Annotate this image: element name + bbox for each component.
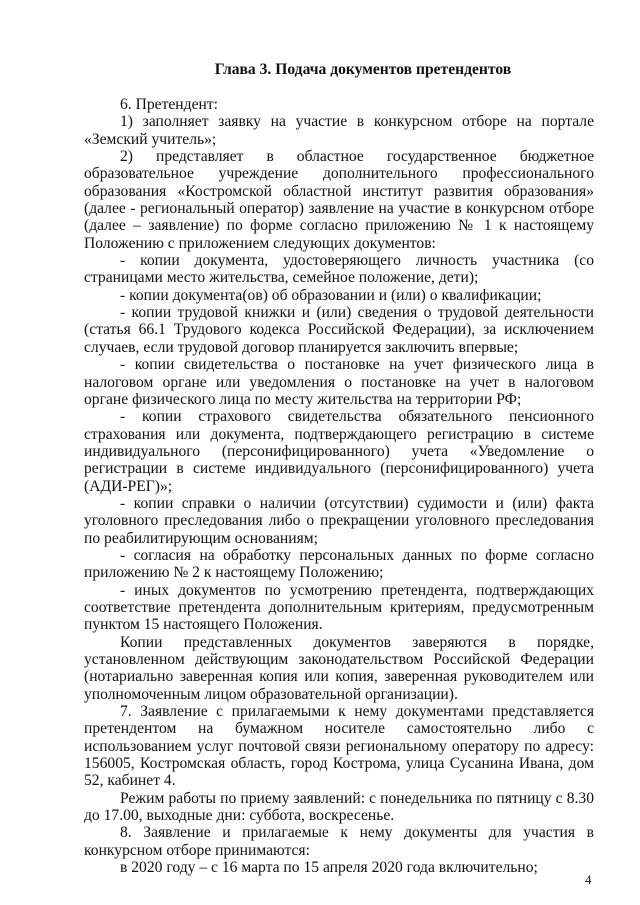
doc-list-item: - копии справки о наличии (отсутствии) судимости и (или) факта уголовного преследования либо о прекращении уголовного преследования по реабилитирующим основаниям; [84,494,594,547]
doc-list-item: - копии страхового свидетельства обязательного пенсионного страхования или документа, подтверждающего регистрацию в системе индивидуального (персонифицированного) учета «Уведомление о регистрации в системе индивидуального (персонифицированного) учета (АДИ-РЕГ)»; [84,408,594,495]
doc-list-item: - копии трудовой книжки и (или) сведения о трудовой деятельности (статья 66.1 Трудового кодекса Российской Федерации), за исключением случаев, если трудовой договор планируется заключить впервые; [84,304,594,356]
paragraph-copies: Копии представленных документов заверяются в порядке, установленном действующим законодательством Российской Федерации (нотариально заверенная копия или копия, заверенная руководителем или уполномоченным лицом образовательной организации). [84,633,594,703]
paragraph-schedule: Режим работы по приему заявлений: с понедельника по пятницу с 8.30 до 17.00, выходные дни: суббота, воскресенье. [84,789,594,825]
document-body [84,96,594,876]
paragraph-6-intro: 6. Претендент: [120,96,219,113]
paragraph-item-1: 1) заполняет заявку на участие в конкурсном отборе на портале «Земский учитель»; [84,113,594,148]
page-number: 4 [585,872,592,887]
paragraph-8: 8. Заявление и прилагаемые к нему документы для участия в конкурсном отборе принимаются: [84,824,594,859]
doc-list-item: - копии документа(ов) об образовании и (или) о квалификации; [120,286,542,304]
paragraph-item-2: 2) представляет в областное государственное бюджетное образовательное учреждение дополнительного профессионального образования «Костромской областной институт развития образования» (далее - региональный оператор) заявление на участие в конкурсном отборе (далее – заявление) по форме согласно приложению № 1 к настоящему Положению с приложением следующих документов: [84,148,594,252]
paragraph-7: 7. Заявление с прилагаемыми к нему документами представляется претендентом на бумажном носителе самостоятельно либо с использованием услуг почтовой связи региональному оператору по адресу: 156005, Костромская область, город Кострома, улица Сусанина Ивана, дом 52, кабинет 4. [84,703,594,790]
paragraph-dates-2020: в 2020 году – с 16 марта по 15 апреля 2020 года включительно; [120,859,538,877]
chapter-heading: Глава 3. Подача документов претендентов [214,61,512,78]
doc-list-item: - копии документа, удостоверяющего личность участника (со страницами место жительства, семейное положение, дети); [84,252,594,287]
doc-list-item: - согласия на обработку персональных данных по форме согласно приложению № 2 к настоящему Положению; [84,546,594,582]
doc-list-item: - копии свидетельства о постановке на учет физического лица в налоговом органе или уведомления о постановке на учет в налоговом органе физического лица по месту жительства на территории РФ; [84,356,594,408]
doc-list-item: - иных документов по усмотрению претендента, подтверждающих соответствие претендента дополнительным критериям, предусмотренным пунктом 15 настоящего Положения. [84,581,594,634]
